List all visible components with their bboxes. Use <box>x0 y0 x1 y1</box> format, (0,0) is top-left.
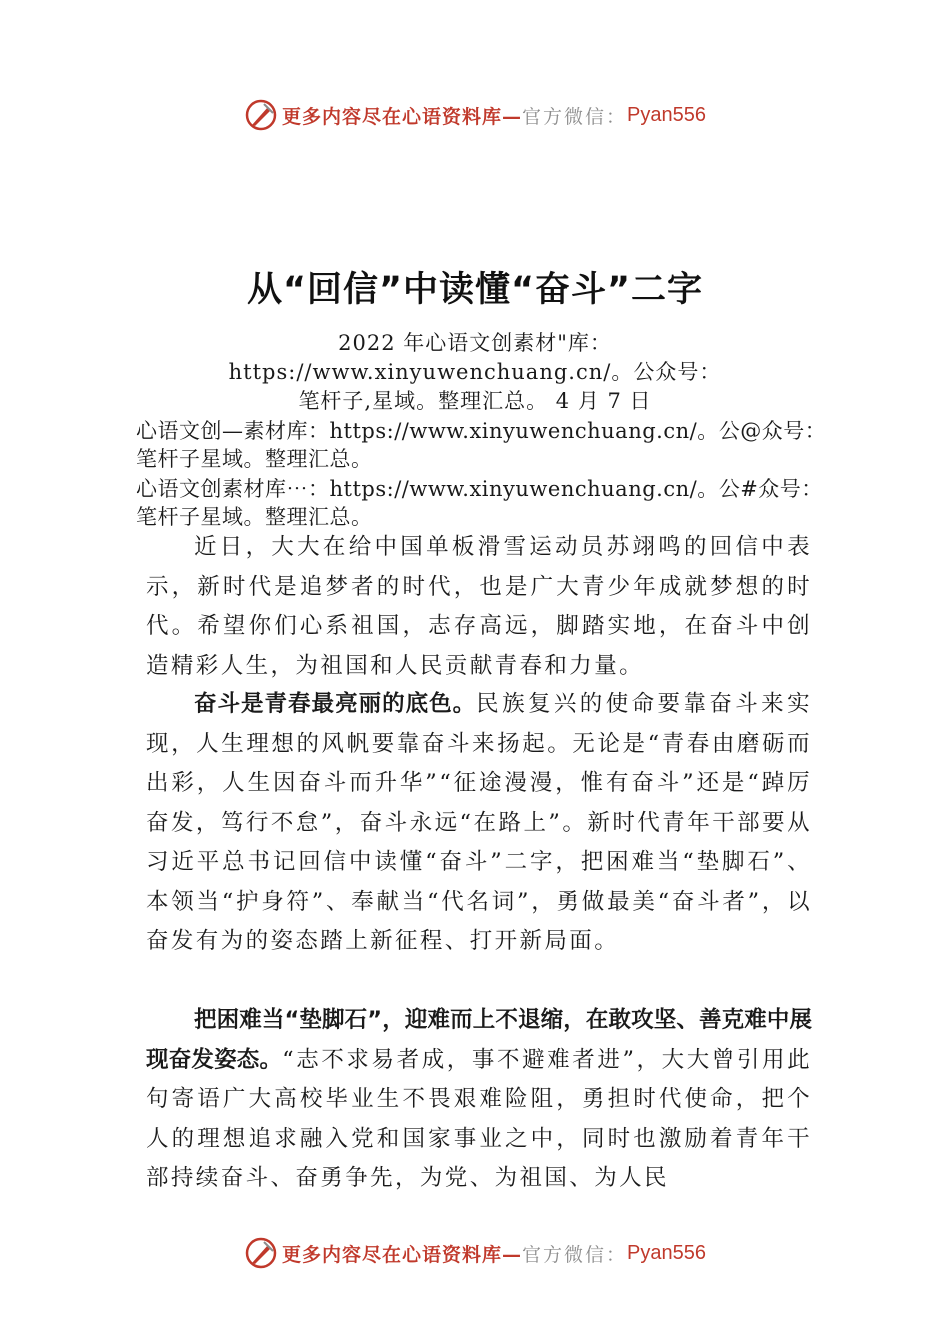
footer-banner-wechat-id: Pyan556 <box>627 1241 706 1264</box>
footer-banner <box>0 1233 950 1273</box>
paragraph-3-body: “志不求易者成，事不避难者进”，大大曾引用此句寄语广大高校毕业生不畏艰难险阻，勇担时代使命，把个人的理想追求融入党和国家事业之中，同时也激励着青年干部持续奋斗、奋勇争先，为党、为祖国、为人民 <box>146 1046 812 1191</box>
footer-banner-label: 官方微信： <box>522 1243 628 1266</box>
quill-logo-icon <box>244 1236 278 1270</box>
banner-text: 更多内容尽在心语资料库— <box>282 105 523 128</box>
quill-logo-icon <box>244 98 278 132</box>
banner-wechat-id: Pyan556 <box>627 103 706 126</box>
source-line-3: 笔杆子,星域。整理汇总。 4 月 7 日 <box>298 389 652 413</box>
source-line-1: 2022 年心语文创素材"库： <box>338 331 612 355</box>
paragraph-3 <box>146 1001 812 1199</box>
paragraph-2-lead: 奋斗是青春最亮丽的底色。 <box>194 691 477 717</box>
page-title: 从“回信”中读懂“奋斗”二字 <box>246 270 703 310</box>
header-banner <box>0 95 950 135</box>
paragraph-2 <box>146 685 812 962</box>
banner-label: 官方微信： <box>522 105 628 128</box>
source-line-2: https://www.xinyuwenchuang.cn/。公众号： <box>228 360 722 384</box>
paragraph-1: 近日，大大在给中国单板滑雪运动员苏翊鸣的回信中表示，新时代是追梦者的时代，也是广大青少年成就梦想的时代。希望你们心系祖国，志存高远，脚踏实地，在奋斗中创造精彩人生，为祖国和人民贡献青春和力量。 <box>146 534 812 679</box>
source-note-2: 心语文创素材库⋯：https://www.xinyuwenchuang.cn/。公#众号：笔杆子星域。整理汇总。 <box>136 477 823 529</box>
paragraph-2-body: 民族复兴的使命要靠奋斗来实现，人生理想的风帆要靠奋斗来扬起。无论是“青春由磨砺而出彩，人生因奋斗而升华”“征途漫漫，惟有奋斗”还是“踔厉奋发，笃行不怠”，奋斗永远“在路上”。新时代青年干部要从习近平总书记回信中读懂“奋斗”二字，把困难当“垫脚石”、本领当“护身符”、奉献当“代名词”，勇做最美“奋斗者”，以奋发有为的姿态踏上新征程、打开新局面。 <box>146 691 812 954</box>
paragraph-3-lead: 把困难当“垫脚石”，迎难而上不退缩，在敢攻坚、善克难中展现奋发姿态。 <box>146 1007 812 1073</box>
source-note-1: 心语文创—素材库：https://www.xinyuwenchuang.cn/。公@众号：笔杆子星域。整理汇总。 <box>136 419 827 471</box>
footer-banner-text: 更多内容尽在心语资料库— <box>282 1243 523 1266</box>
